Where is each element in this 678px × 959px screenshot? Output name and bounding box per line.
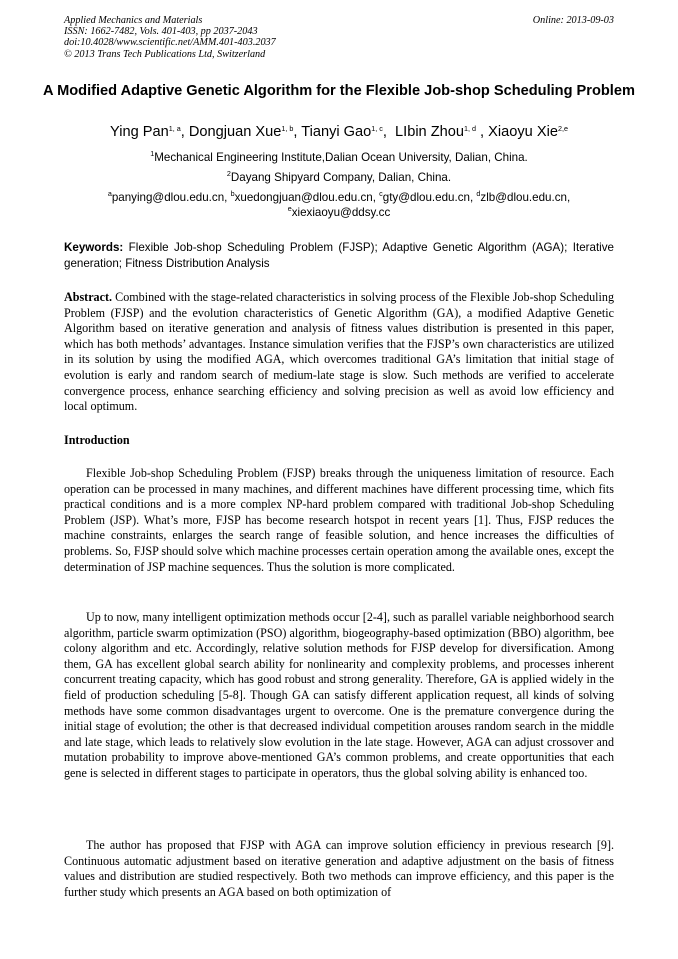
section-heading: Introduction bbox=[64, 433, 130, 447]
email-address[interactable]: xiexiaoyu@ddsy.cc bbox=[291, 205, 391, 219]
author-name: LIbin Zhou bbox=[395, 124, 464, 140]
abstract-block bbox=[64, 290, 614, 415]
author-affil-mark: 1, d bbox=[464, 124, 476, 133]
affiliation-1 bbox=[40, 151, 638, 165]
author-affil-mark: 1, a bbox=[168, 124, 181, 133]
issn-line: ISSN: 1662-7482, Vols. 401-403, pp 2037-2043 bbox=[64, 26, 258, 38]
online-date: Online: 2013-09-03 bbox=[532, 15, 614, 26]
keywords-label: Keywords: bbox=[64, 241, 124, 254]
email-address[interactable]: xuedongjuan@dlou.edu.cn, bbox=[234, 191, 380, 204]
author-name: Xiaoyu Xie bbox=[488, 124, 558, 140]
email-address[interactable]: panying@dlou.edu.cn, bbox=[111, 191, 231, 204]
email-address[interactable]: gty@dlou.edu.cn, bbox=[382, 191, 477, 204]
affiliation-text: Mechanical Engineering Institute,Dalian Ocean University, Dalian, China. bbox=[154, 151, 528, 164]
journal-name: Applied Mechanics and Materials bbox=[64, 15, 203, 26]
intro-paragraph bbox=[64, 610, 614, 782]
paragraph-text: The author has proposed that FJSP with AGA can improve solution efficiency in previous research [9]. Continuous automatic adjustment based on iterative generation and adaptive adjustment on the basis of fitness values and distribution are studied respectively. Both two methods can improve efficiency, and this paper is the further study which presents an AGA based on both optimization of bbox=[64, 838, 614, 899]
paragraph-text: Up to now, many intelligent optimization methods occur [2-4], such as parallel variable neighborhood search algorithm, particle swarm optimization (PSO) algorithm, biogeography-based optimization (BBO) algorithm, bee colony algorithm and etc. Accordingly, relative solution methods for FJSP develop for diversification. Among them, GA has excellent global search ability for nonlinearity and complexity problems, and processes inherent concurrent treating capacity, which has good robust and strong generality. Therefore, GA is applied widely in the field of production scheduling [5-8]. Though GA can satisfy different application request, all kinds of solving methods have some common disadvantages urgent to overcome. One is the premature convergence during the initial stage of evolution; the other is that decreased individual competition arouses random search in the middle and late stage, which leads to relatively slow evolution in the late stage. However, AGA can adjust crossover and mutation probability to improve above-mentioned GA’s common problems, and create opportunities that each gene is selected in different stages to participate in operators, thus the global solving ability is enhanced too. bbox=[64, 610, 614, 780]
keywords-text: Flexible Job-shop Scheduling Problem (FJSP); Adaptive Genetic Algorithm (AGA); Iterative generation; Fitness Distribution Analysis bbox=[64, 241, 614, 270]
email-mark: d bbox=[476, 189, 481, 198]
paragraph-text: Flexible Job-shop Scheduling Problem (FJSP) breaks through the uniqueness limitation of resource. Each operation can be processed in many machines, and different machines have different processing time, which fits practical conditions and is a more complex NP-hard problem compared with traditional Job-shop Scheduling Problem (JSP). What’s more, FJSP has become research hotspot in recent years [1]. Thus, FJSP reduces the machine constraints, enlarges the search range of feasible solution, and hence increases the difficulties of problems. So, FJSP should solve which machine processes certain operation among the available ones, except the determination of JSP machine sequences. Thus the solution is more complicated. bbox=[64, 466, 614, 574]
affiliation-mark: 2 bbox=[226, 169, 231, 178]
intro-paragraph bbox=[64, 838, 614, 900]
affiliation-mark: 1 bbox=[150, 149, 155, 158]
email-mark: a bbox=[107, 189, 112, 198]
email-mark: c bbox=[379, 189, 383, 198]
author-name: Tianyi Gao bbox=[301, 124, 372, 140]
affiliation-2 bbox=[40, 171, 638, 185]
email-mark: e bbox=[287, 203, 292, 213]
intro-paragraph bbox=[64, 466, 614, 575]
author-affil-mark: 1, b bbox=[281, 124, 294, 133]
doi-line: doi:10.4028/www.scientific.net/AMM.401-403.2037 bbox=[64, 37, 276, 49]
author-name: Ying Pan bbox=[110, 124, 169, 140]
author-affil-mark: 2,e bbox=[557, 124, 568, 133]
paper-title: A Modified Adaptive Genetic Algorithm for the Flexible Job-shop Scheduling Problem bbox=[43, 83, 635, 99]
author-list: Ying Pan$^{1, a}$, Dongjuan Xue$^{1, b}$, Tianyi Gao$^{1, c}$, LIbin Zhou$^{1, d}$ , Xiaoyu Xie$^{2,e}$ bbox=[110, 124, 568, 140]
page-header bbox=[64, 15, 614, 60]
abstract-text: Combined with the stage-related characteristics in solving process of the Flexible Job-shop Scheduling Problem (FJSP) and the evolution characteristics of Genetic Algorithm (GA), a modified Adaptive Genetic Algorithm based on iterative generation and analysis of fitness values distribution is presented in this paper, which has both methods’ advantages. Instance simulation verifies that the FJSP’s own characteristics are utilized in its solution by using the modified AGA, which overcomes traditional GA’s limitation that initial stage of evolution is early and random search of medium-late stage is slow. Such methods are verified to accelerate convergence process, enhance searching efficiency and solving precision as well as avoid low efficiency and local optimum. bbox=[64, 290, 614, 414]
email-address[interactable]: zlb@dlou.edu.cn, bbox=[480, 191, 571, 204]
email-mark: b bbox=[230, 189, 235, 198]
abstract-label: Abstract. bbox=[64, 290, 113, 304]
copyright-line: © 2013 Trans Tech Publications Ltd, Switzerland bbox=[64, 48, 266, 60]
keywords-block bbox=[64, 240, 614, 271]
email-list bbox=[40, 191, 638, 220]
author-name: Dongjuan Xue bbox=[188, 124, 282, 140]
affiliation-text: Dayang Shipyard Company, Dalian, China. bbox=[230, 171, 452, 184]
author-affil-mark: 1, c bbox=[371, 124, 383, 133]
